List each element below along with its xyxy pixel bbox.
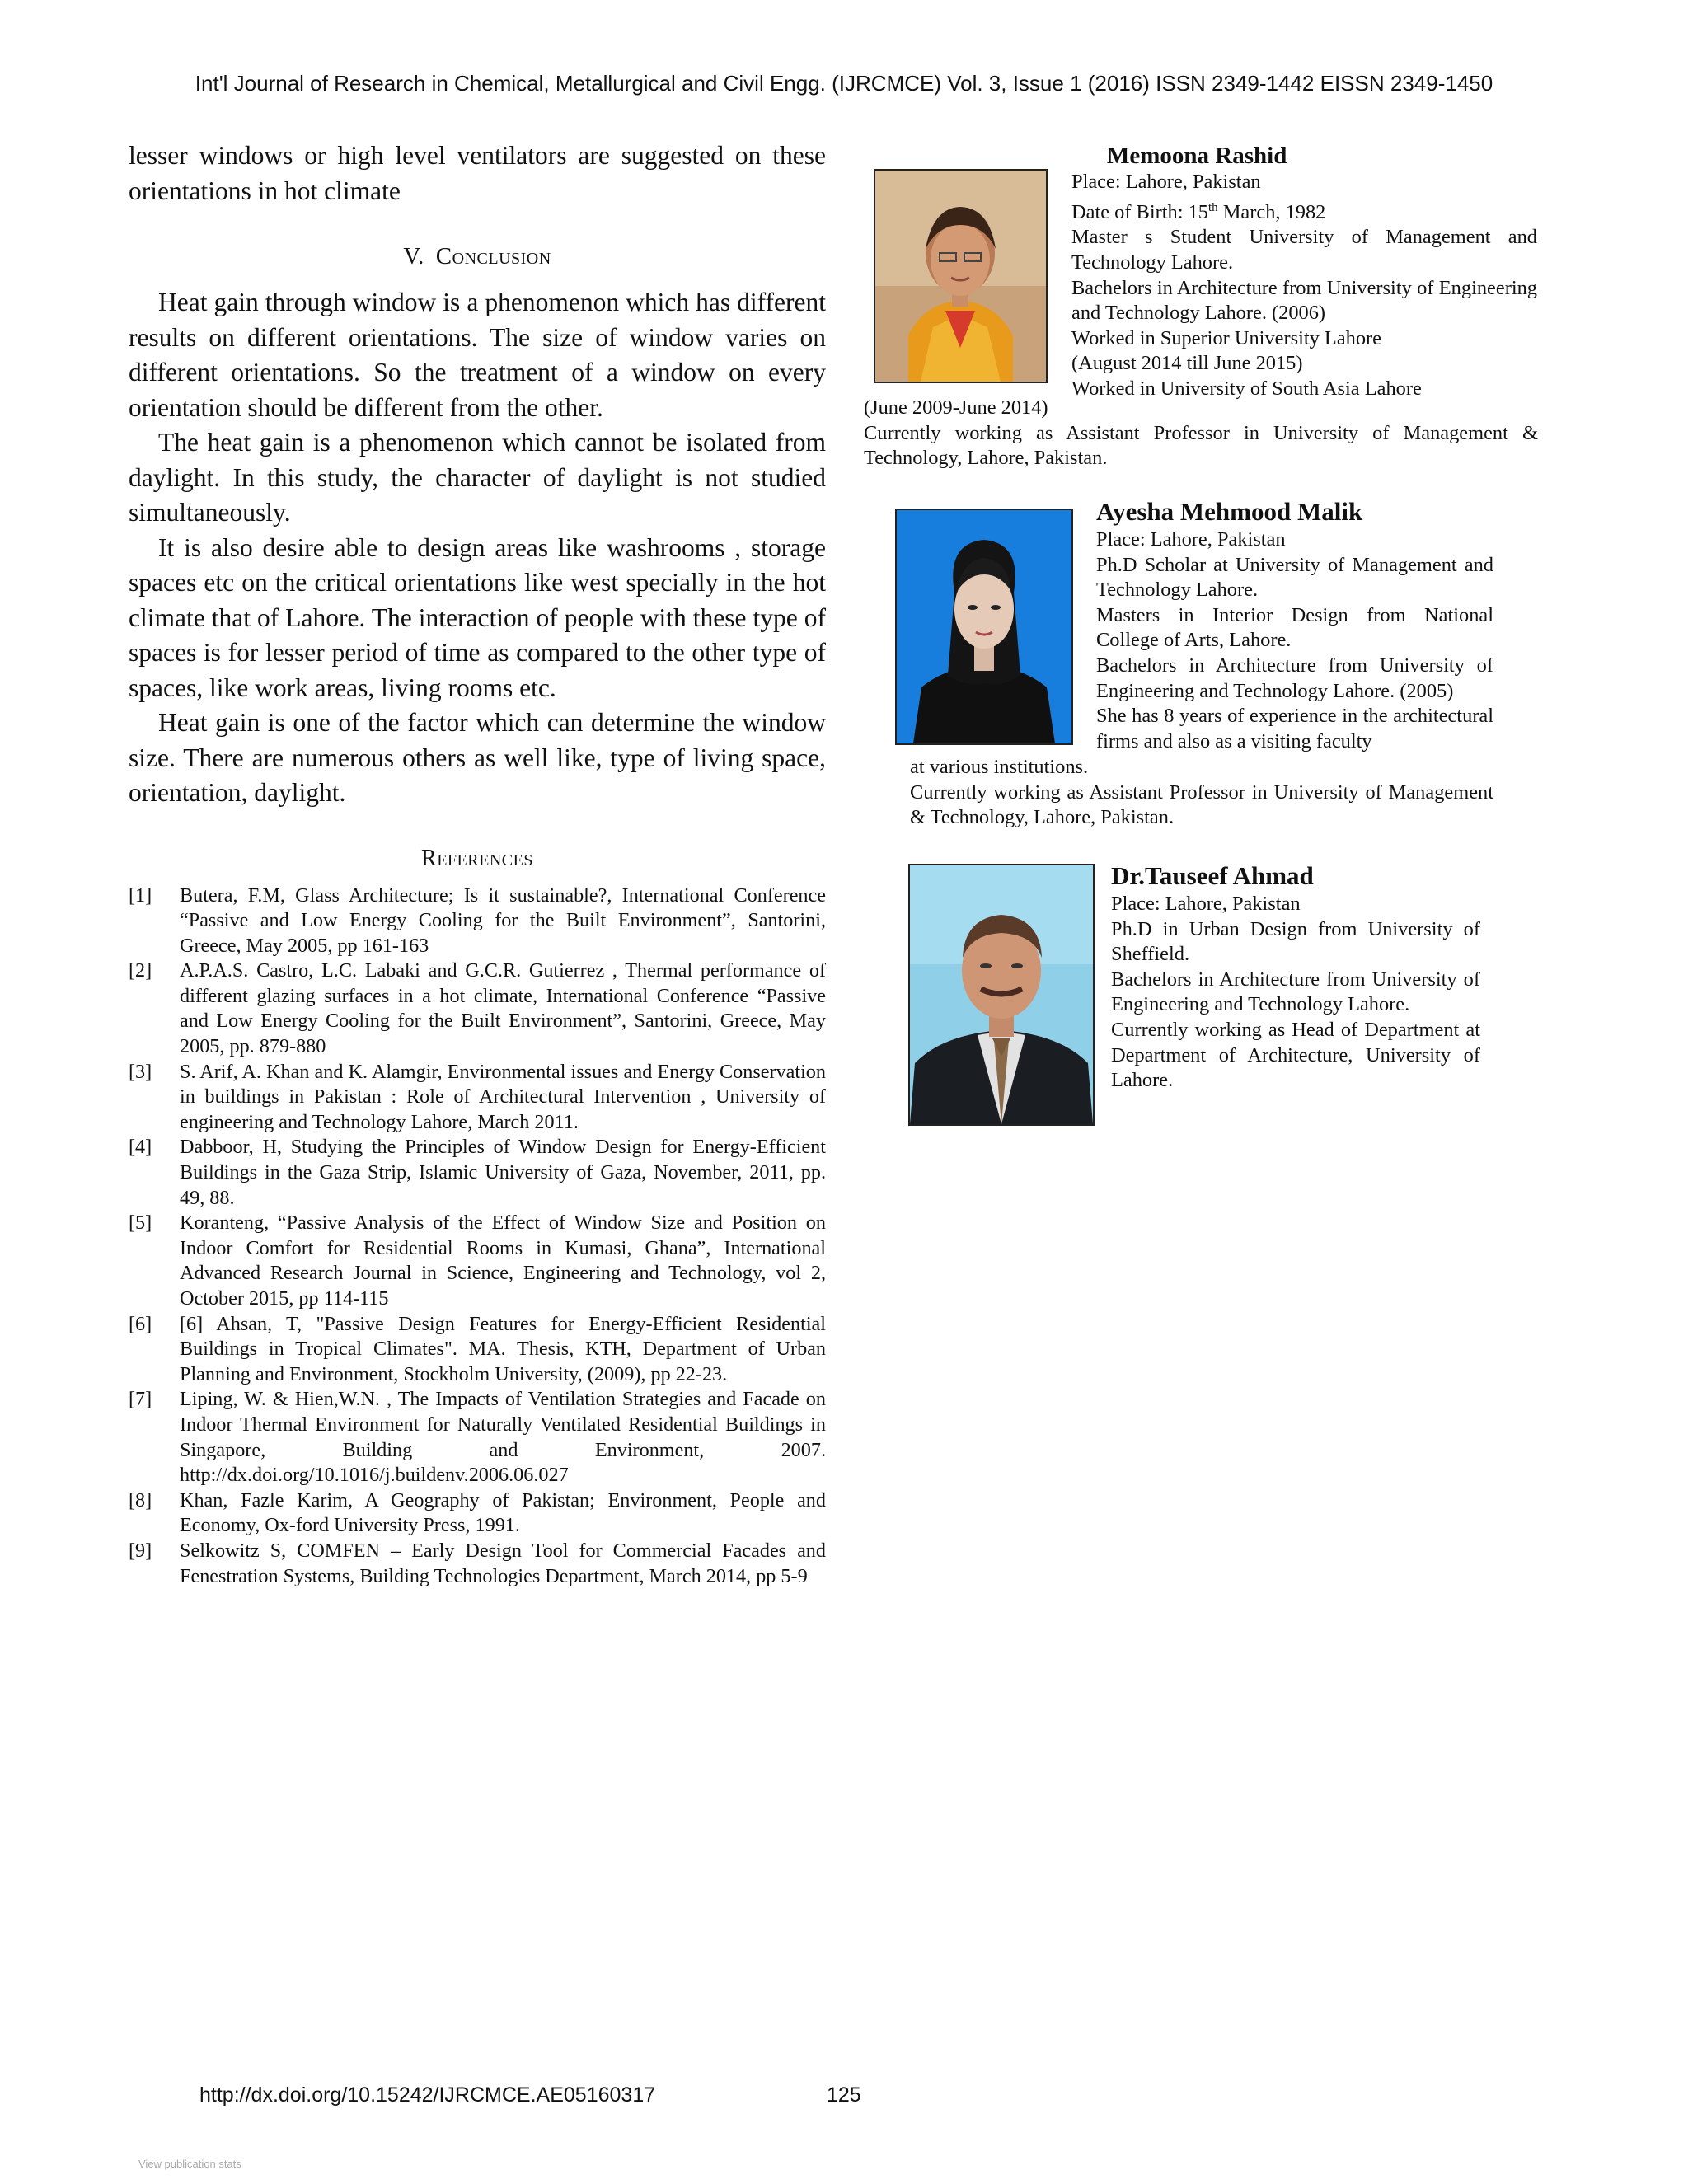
reference-text: Liping, W. & Hien,W.N. , The Impacts of Ventilation Strategies and Facade on Indoor Thermal Environment for Naturally Ventilated Residential Buildings in Singapore, Building and Environment, 2007. http://dx.doi.org/10.1016/j.buildenv.2006.06.027 xyxy=(180,1388,826,1487)
intro-paragraph: lesser windows or high level ventilators are suggested on these orientations in hot climate xyxy=(129,141,826,205)
page-number: 125 xyxy=(827,2083,861,2107)
reference-item xyxy=(129,883,826,959)
portrait-image xyxy=(897,510,1071,743)
conclusion-title: Conclusion xyxy=(435,243,551,269)
conclusion-paragraph: It is also desire able to design areas like washrooms , storage spaces etc on the critical orientations like west specially in the hot climate that of Lahore. The interaction of people with these type of spaces is for lesser period of time as compared to the other type of spaces, like work areas, living rooms etc. xyxy=(129,532,826,702)
reference-number: [7] xyxy=(129,1388,152,1411)
author-detail: Ph.D in Urban Design from University of Sheffield. xyxy=(1111,917,1480,966)
references-heading: References xyxy=(421,845,533,871)
conclusion-number: V. xyxy=(403,243,424,269)
author-photo-memoona xyxy=(874,169,1048,383)
author-bio-ayesha-continued xyxy=(910,755,1493,831)
author-bio-ayesha xyxy=(1096,496,1493,754)
author-photo-tauseef xyxy=(908,864,1095,1126)
reference-number: [9] xyxy=(129,1539,152,1562)
author-detail: Bachelors in Architecture from University of Engineering and Technology Lahore. xyxy=(1111,968,1480,1016)
author-name: Ayesha Mehmood Malik xyxy=(1096,497,1363,526)
left-column xyxy=(129,138,826,1589)
author-detail: Worked in University of South Asia Lahore xyxy=(1071,377,1422,400)
author-detail: (June 2009-June 2014) xyxy=(864,396,1048,419)
author-dob: Date of Birth: 15th March, 1982 xyxy=(1071,200,1326,223)
reference-number: [3] xyxy=(129,1060,152,1083)
author-place: Place: Lahore, Pakistan xyxy=(1096,528,1286,551)
reference-item xyxy=(129,1488,826,1539)
portrait-image xyxy=(875,171,1046,382)
author-detail: Masters in Interior Design from National College of Arts, Lahore. xyxy=(1096,603,1493,652)
author-bio-memoona-continued xyxy=(864,396,1538,471)
reference-number: [4] xyxy=(129,1136,152,1159)
reference-item xyxy=(129,958,826,1059)
author-detail: Bachelors in Architecture from University of Engineering and Technology Lahore. (2005) xyxy=(1096,654,1493,702)
reference-item xyxy=(129,1387,826,1488)
reference-number: [8] xyxy=(129,1488,152,1511)
author-detail: at various institutions. xyxy=(910,756,1089,778)
conclusion-paragraph: Heat gain is one of the factor which can determine the window size. There are numerous others as well like, type of living space, orientation, daylight. xyxy=(129,708,826,807)
author-detail: Currently working as Assistant Professor in University of Management & Technology, Lahore, Pakistan. xyxy=(910,780,1493,829)
author-detail: Currently working as Assistant Professor in University of Management & Technology, Lahore, Pakistan. xyxy=(864,421,1538,470)
journal-header: Int'l Journal of Research in Chemical, Metallurgical and Civil Engg. (IJRCMCE) Vol. 3, Issue 1 (2016) ISSN 2349-1442 EISSN 2349-1450 xyxy=(195,71,1493,96)
reference-text: Dabboor, H, Studying the Principles of Window Design for Energy-Efficient Buildings in the Gaza Strip, Islamic University of Gaza, November, 2011, pp. 49, 88. xyxy=(180,1136,826,1209)
view-stats-link[interactable]: View publication stats xyxy=(138,2158,241,2170)
author-detail: Bachelors in Architecture from University of Engineering and Technology Lahore. (2006) xyxy=(1071,276,1537,325)
author-name: Dr.Tauseef Ahmad xyxy=(1111,861,1314,890)
reference-number: [5] xyxy=(129,1212,152,1235)
author-detail: She has 8 years of experience in the architectural firms and also as a visiting faculty xyxy=(1096,705,1493,752)
reference-text: [6] Ahsan, T, "Passive Design Features for Energy-Efficient Residential Buildings in Tropical Climates". MA. Thesis, KTH, Department of Urban Planning and Environment, Stockholm University, (2009), pp 22-23. xyxy=(180,1312,826,1385)
author-detail: Ph.D Scholar at University of Management and Technology Lahore. xyxy=(1096,553,1493,602)
reference-number: [6] xyxy=(129,1312,152,1335)
author-place: Place: Lahore, Pakistan xyxy=(1071,171,1261,193)
author-detail: Master s Student University of Management and Technology Lahore. xyxy=(1071,226,1537,274)
author-detail: Currently working as Head of Department at Department of Architecture, University of Lahore. xyxy=(1111,1018,1480,1092)
reference-text: Khan, Fazle Karim, A Geography of Pakistan; Environment, People and Economy, Ox-ford University Press, 1991. xyxy=(180,1488,826,1537)
reference-text: Selkowitz S, COMFEN – Early Design Tool for Commercial Facades and Fenestration Systems, Building Technologies Department, March 2014, pp 5-9 xyxy=(180,1539,826,1587)
doi-footer[interactable]: http://dx.doi.org/10.15242/IJRCMCE.AE05160317 xyxy=(199,2083,656,2107)
reference-text: A.P.A.S. Castro, L.C. Labaki and G.C.R. Gutierrez , Thermal performance of different glazing surfaces in a hot climate, International Conference “Passive and Low Energy Cooling for the Built Environment”, Santorini, Greece, May 2005, pp. 879-880 xyxy=(180,959,826,1058)
reference-item xyxy=(129,1312,826,1388)
conclusion-paragraph: The heat gain is a phenomenon which cannot be isolated from daylight. In this study, the character of daylight is not studied simultaneously. xyxy=(129,428,826,527)
author-place: Place: Lahore, Pakistan xyxy=(1111,893,1301,915)
author-detail: (August 2014 till June 2015) xyxy=(1071,352,1303,375)
author-name: Memoona Rashid xyxy=(1107,143,1287,169)
reference-text: S. Arif, A. Khan and K. Alamgir, Environmental issues and Energy Conservation in buildings in Pakistan : Role of Architectural Intervention , University of engineering and Technology Lahore, March 2011. xyxy=(180,1060,826,1133)
reference-item xyxy=(129,1539,826,1589)
reference-number: [1] xyxy=(129,883,152,907)
reference-text: Butera, F.M, Glass Architecture; Is it sustainable?, International Conference “Passive and Low Energy Cooling for the Built Environment”, Santorini, Greece, May 2005, pp 161-163 xyxy=(180,883,826,957)
reference-list xyxy=(129,883,826,1590)
reference-item xyxy=(129,1060,826,1136)
conclusion-paragraph: Heat gain through window is a phenomenon which has different results on different orientations. The size of window varies on different orientations. So the treatment of a window on every orientation should be different from the other. xyxy=(129,288,826,422)
conclusion-heading xyxy=(129,243,826,270)
author-photo-ayesha xyxy=(895,509,1073,745)
reference-item xyxy=(129,1211,826,1311)
author-detail: Worked in Superior University Lahore xyxy=(1071,326,1381,349)
author-bio-tauseef xyxy=(1111,860,1480,1094)
portrait-image xyxy=(910,865,1093,1124)
reference-text: Koranteng, “Passive Analysis of the Effect of Window Size and Position on Indoor Comfort for Residential Rooms in Kumasi, Ghana”, International Advanced Research Journal in Science, Engineering and Technology, vol 2, October 2015, pp 114-115 xyxy=(180,1212,826,1310)
reference-number: [2] xyxy=(129,959,152,982)
reference-item xyxy=(129,1135,826,1211)
author-bio-memoona xyxy=(1071,142,1537,401)
